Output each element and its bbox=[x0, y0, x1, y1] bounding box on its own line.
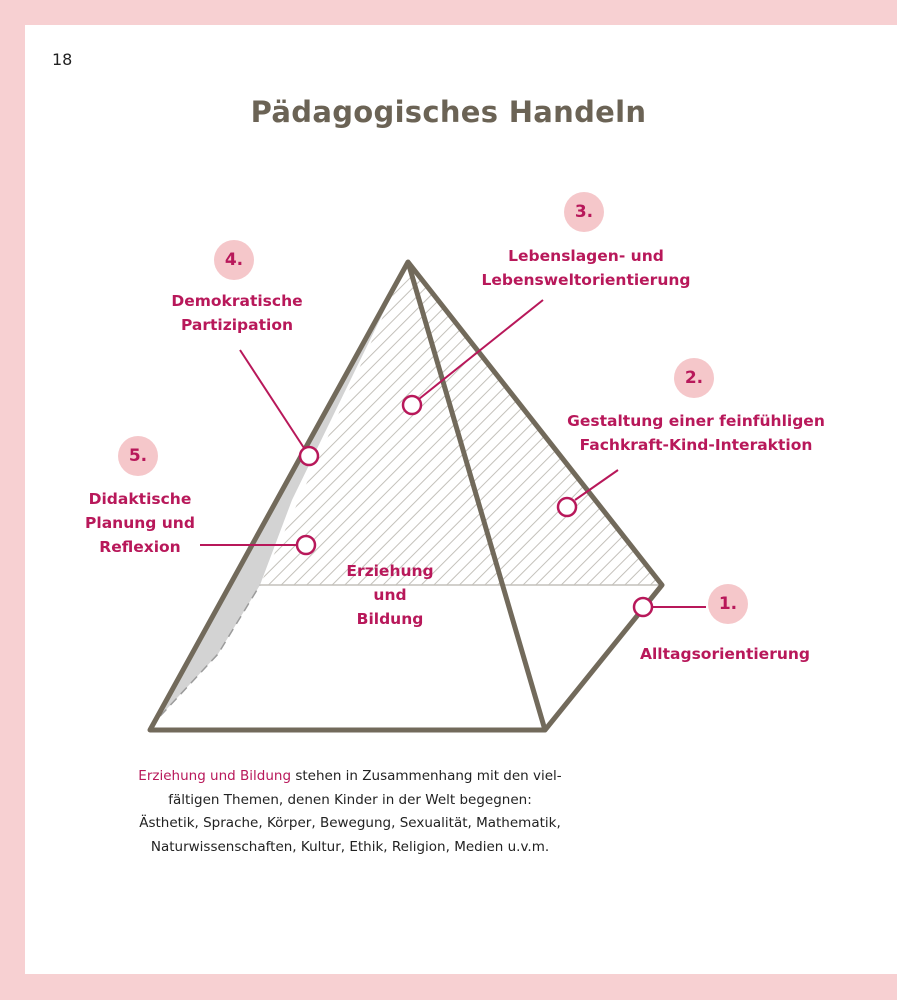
marker-4 bbox=[300, 447, 318, 465]
badge-4: 4. bbox=[214, 240, 254, 280]
marker-2 bbox=[558, 498, 576, 516]
page-title: Pädagogisches Handeln bbox=[250, 95, 647, 129]
caption-line-1: Erziehung und Bildung stehen in Zusammenhang mit den viel- bbox=[138, 768, 562, 784]
badge-2: 2. bbox=[674, 358, 714, 398]
badge-3: 3. bbox=[564, 192, 604, 232]
marker-3 bbox=[403, 396, 421, 414]
page-number: 18 bbox=[52, 50, 73, 69]
caption-highlight: Erziehung und Bildung bbox=[138, 768, 292, 784]
marker-1 bbox=[634, 598, 652, 616]
marker-5 bbox=[297, 536, 315, 554]
caption bbox=[90, 765, 610, 859]
caption-line-4: Naturwissenschaften, Kultur, Ethik, Religion, Medien u.v.m. bbox=[150, 838, 550, 855]
center-label: Erziehung und Bildung bbox=[346, 562, 434, 628]
caption-line-2: fältigen Themen, denen Kinder in der Welt begegnen: bbox=[168, 791, 532, 808]
connector-4 bbox=[240, 350, 304, 448]
label-didaktische-planung: Didaktische Planung und Reflexion bbox=[85, 490, 195, 556]
badge-5: 5. bbox=[118, 436, 158, 476]
badge-1: 1. bbox=[708, 584, 748, 624]
label-fachkraft-kind-interaktion: Gestaltung einer feinfühligen Fachkraft-Kind-Interaktion bbox=[567, 412, 825, 454]
label-demokratische-partizipation: Demokratische Partizipation bbox=[171, 292, 303, 334]
caption-line-3: Ästhetik, Sprache, Körper, Bewegung, Sexualität, Mathematik, bbox=[139, 815, 561, 831]
label-alltagsorientierung: Alltagsorientierung bbox=[640, 645, 811, 663]
label-lebensweltorientierung: Lebenslagen- und Lebensweltorientierung bbox=[481, 247, 691, 289]
